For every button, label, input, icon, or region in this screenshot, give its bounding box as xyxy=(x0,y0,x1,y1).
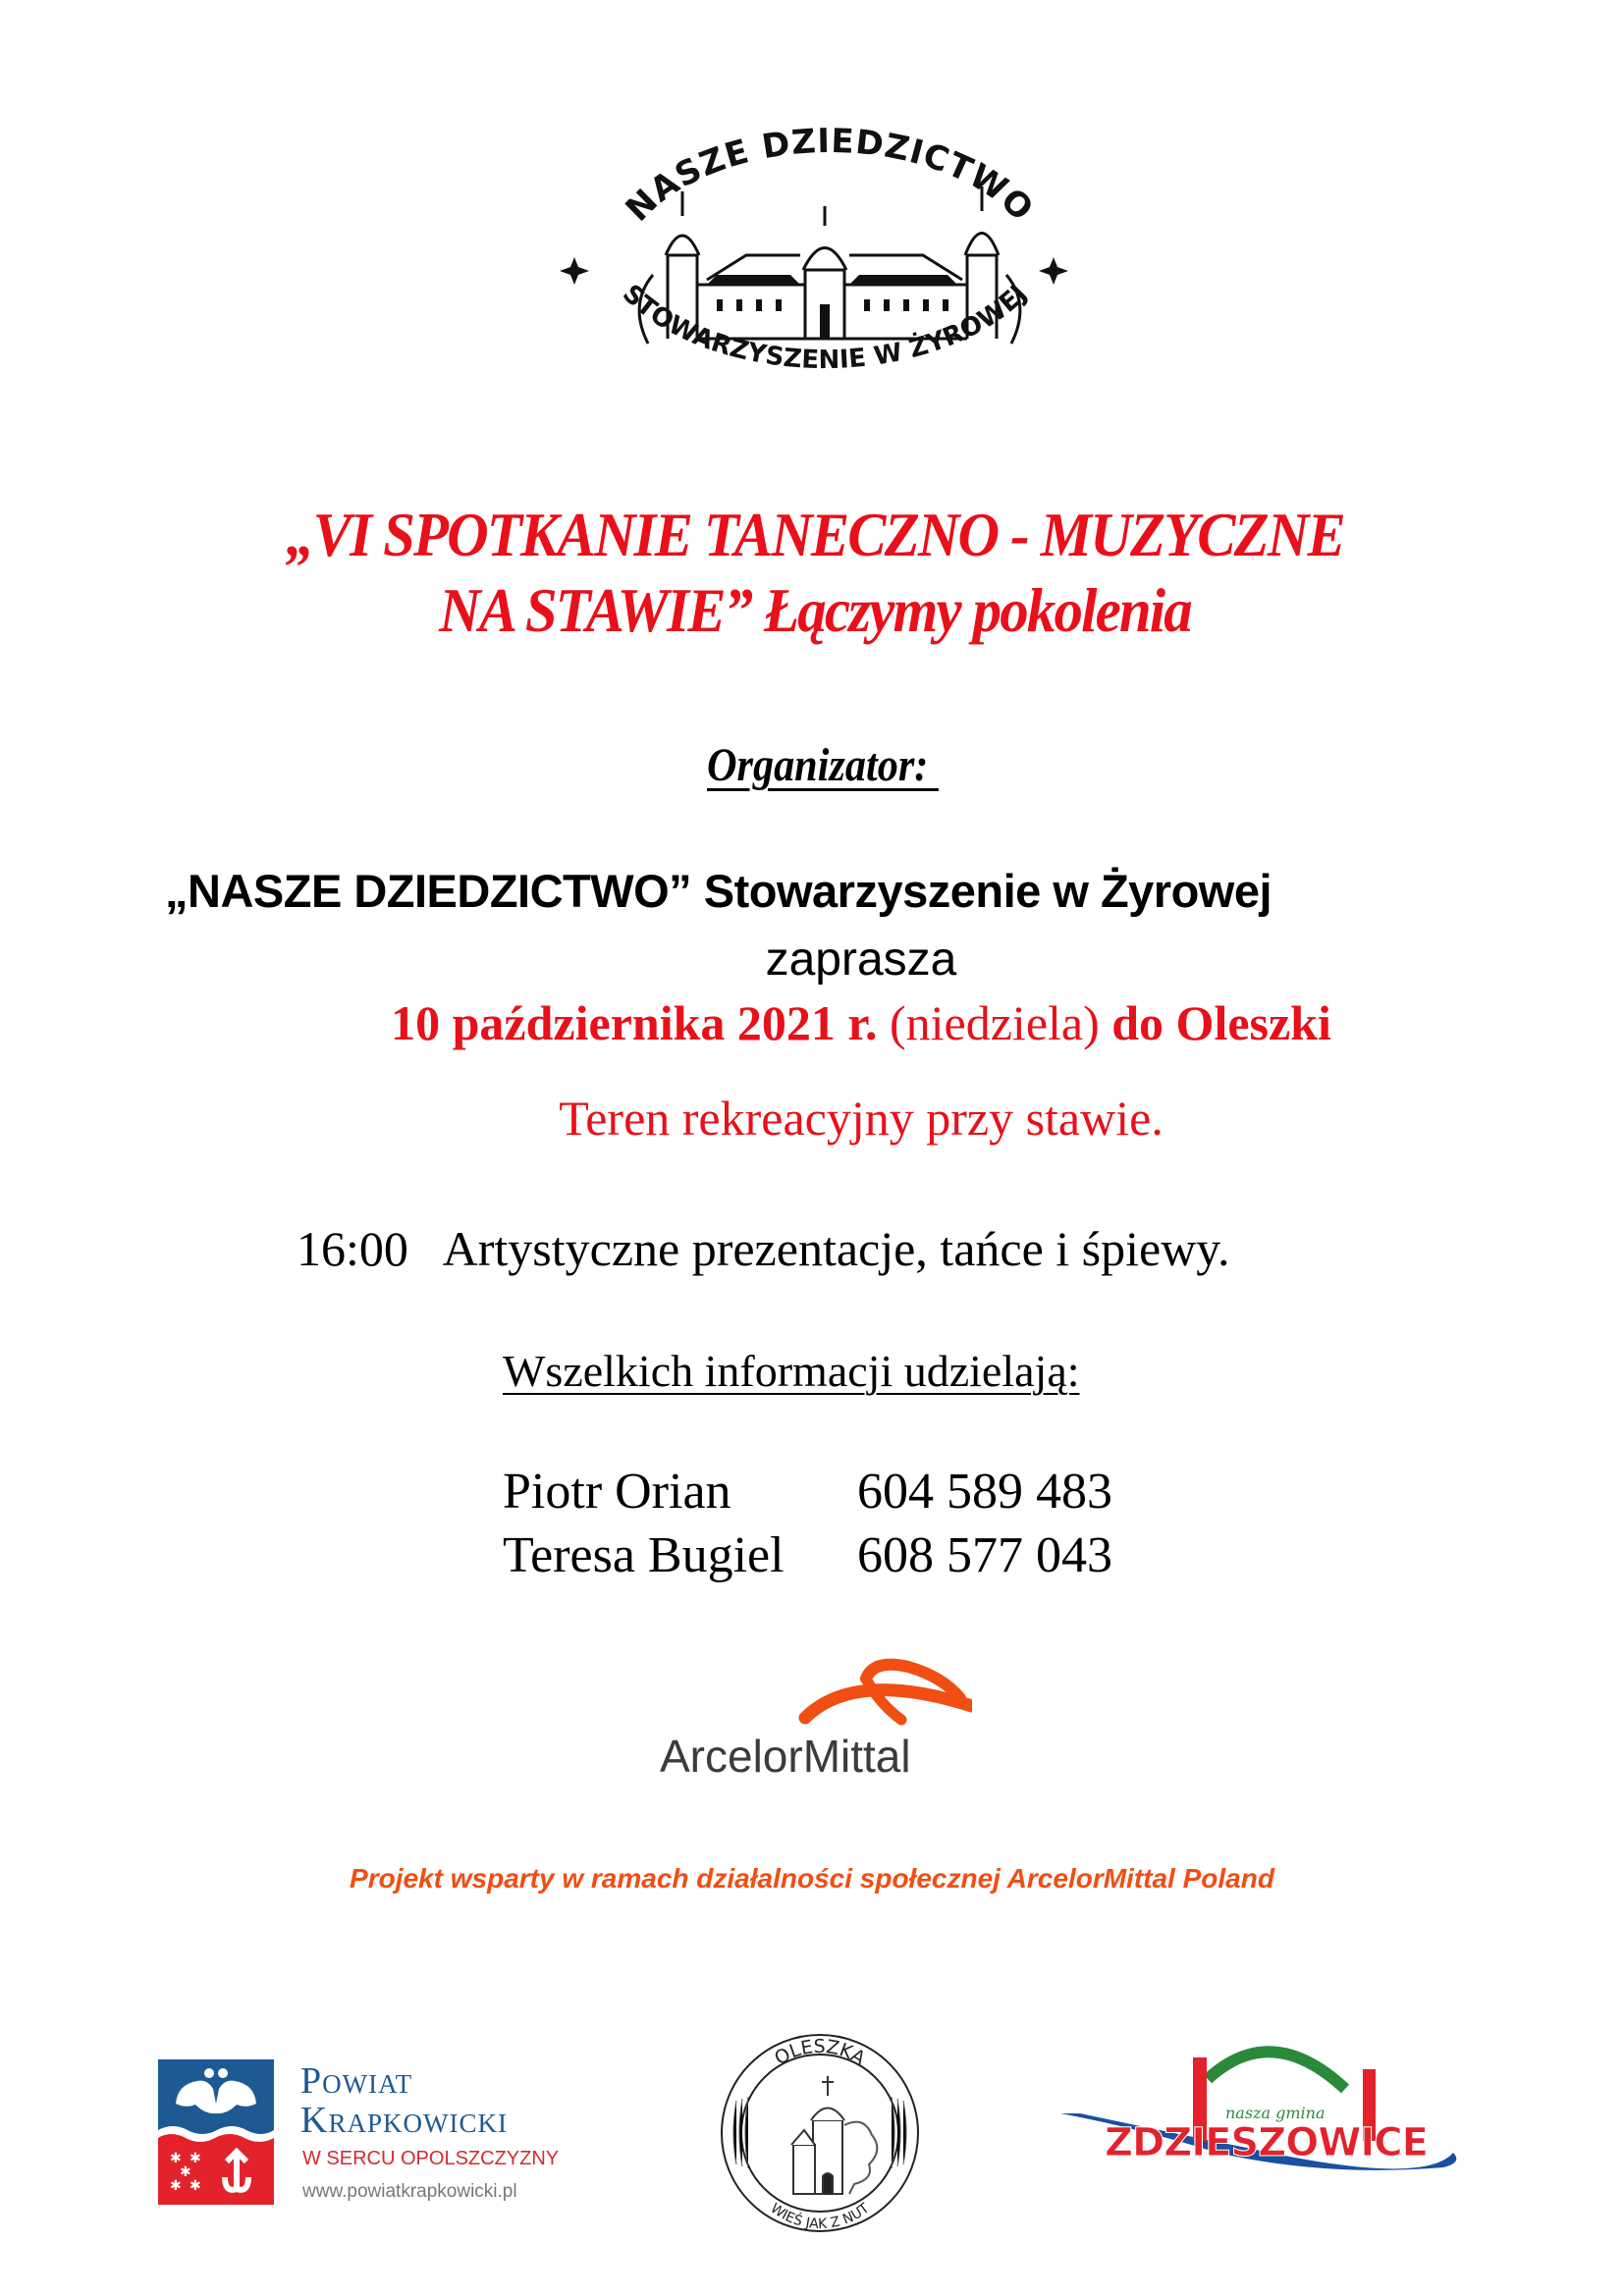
event-program: 16:00 Artystyczne prezentacje, tańce i śpiewy. xyxy=(297,1221,1230,1276)
event-place: do Oleszki xyxy=(1111,995,1331,1050)
organizer-label: Organizator: xyxy=(707,739,939,791)
powiat-url: www.powiatkrapkowicki.pl xyxy=(302,2181,517,2202)
contact-phone: 608 577 043 xyxy=(857,1527,1112,1583)
logo-bottom-text: STOWARZYSZENIE W ŻYROWEJ xyxy=(616,279,1034,376)
svg-text:✱: ✱ xyxy=(170,2178,182,2194)
arcelormittal-wordmark: ArcelorMittal xyxy=(660,1731,911,1782)
svg-text:✱: ✱ xyxy=(189,2178,201,2194)
logo-top-text: NASZE DZIEDZICTWO xyxy=(618,121,1042,230)
zdzieszowice-script: nasza gmina xyxy=(1225,2104,1326,2122)
svg-text:✱: ✱ xyxy=(189,2151,201,2166)
church-icon xyxy=(791,2076,844,2194)
support-note: Projekt wsparty w ramach działalności społecznej ArcelorMittal Poland xyxy=(350,1863,1274,1894)
tree-icon xyxy=(844,2122,877,2194)
svg-text:WIEŚ JAK Z NUT xyxy=(768,2201,873,2232)
zdzieszowice-logo xyxy=(1051,2030,1473,2197)
oleszka-bottom-text: WIEŚ JAK Z NUT xyxy=(767,2200,873,2232)
svg-text:✱: ✱ xyxy=(170,2151,182,2166)
event-date: 10 października 2021 r. xyxy=(391,995,878,1050)
event-date-line xyxy=(0,994,1624,1051)
powiat-name-line-1: Powiat xyxy=(300,2060,413,2102)
oleszka-top-text: OLESZKA xyxy=(771,2035,869,2070)
contacts-label: Wszelkich informacji udzielają: xyxy=(503,1346,1080,1396)
nasze-dziedzictwo-logo xyxy=(550,108,1100,422)
powiat-name-line-2: Krapkowicki xyxy=(300,2100,508,2141)
invites-text: zaprasza xyxy=(765,934,957,986)
event-venue: Teren rekreacyjny przy stawie. xyxy=(559,1091,1164,1146)
svg-text:✱: ✱ xyxy=(180,2164,191,2180)
event-title-line-2: NA STAWIE” Łączymy pokolenia xyxy=(439,575,1191,645)
event-day: (niedziela) xyxy=(877,995,1112,1050)
organizer-name: „NASZE DZIEDZICTWO” Stowarzyszenie w Żyrowej xyxy=(165,865,1272,917)
hill-icon xyxy=(1208,2052,1345,2089)
contact-name: Teresa Bugiel xyxy=(503,1527,785,1583)
contact-phone: 604 589 483 xyxy=(857,1464,1112,1520)
oleszka-logo xyxy=(717,2027,923,2238)
event-title-line-1: „VI SPOTKANIE TANECZNO - MUZYCZNE xyxy=(286,500,1344,569)
powiat-coat-of-arms xyxy=(158,2059,274,2205)
powiat-tagline: W SERCU OPOLSZCZYZNY xyxy=(302,2148,560,2169)
contact-name: Piotr Orian xyxy=(503,1464,731,1520)
zdzieszowice-name: ZDZIESZOWICE xyxy=(1105,2120,1428,2165)
